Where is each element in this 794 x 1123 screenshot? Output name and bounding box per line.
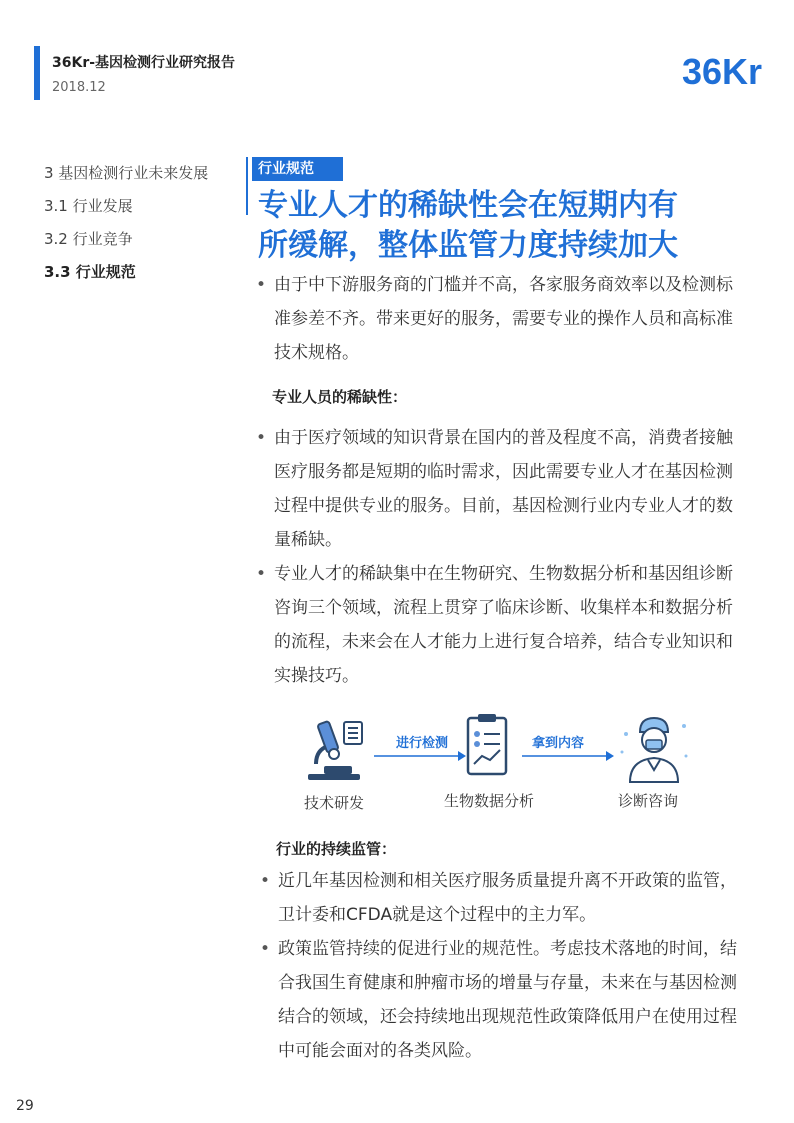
doctor-icon: [616, 712, 692, 784]
subhead-talent: [272, 386, 752, 408]
report-chart-icon: [464, 714, 510, 778]
arrow-right-icon: [374, 750, 466, 762]
microscope-icon: [302, 714, 366, 782]
brand-logo: [680, 40, 770, 96]
toc-item-3[interactable]: 3 基因检测行业未来发展: [44, 164, 209, 182]
logo-text: 36Kr: [682, 51, 763, 92]
subhead-regulation: [276, 838, 756, 860]
regulation-bullets: [258, 864, 738, 1068]
step-label-data-analysis: 生物数据分析: [444, 792, 535, 810]
talent-bullet-2: • 专业人才的稀缺集中在生物研究、生物数据分析和基因组诊断咨询三个领域，流程上贯穿了临床诊断、收集样本和数据分析的流程，未来会在人才能力上进行复合培养，结合专业知识和实操技巧。: [254, 557, 734, 693]
headline-line-2: 所缓解，整体监管力度持续加大: [258, 228, 678, 263]
page-number: 29: [16, 1098, 34, 1114]
report-date: 2018.12: [52, 80, 106, 95]
subhead-regulation-text: 行业的持续监管：: [276, 840, 397, 858]
talent-bullet-1: • 由于医疗领域的知识背景在国内的普及程度不高，消费者接触医疗服务都是短期的临时需求，因此需要专业人才在基因检测过程中提供专业的服务。目前，基因检测行业内专业人才的数量稀缺。: [254, 421, 734, 557]
subhead-talent-text: 专业人员的稀缺性：: [272, 388, 408, 406]
regulation-bullet-1: • 近几年基因检测和相关医疗服务质量提升离不开政策的监管，卫计委和CFDA就是这个过程中的主力军。: [258, 864, 738, 932]
report-title: 36Kr-基因检测行业研究报告: [52, 55, 236, 71]
headline-line-1: 专业人才的稀缺性会在短期内有: [258, 188, 678, 223]
arrow-right-icon: [522, 750, 614, 762]
header-accent-bar: [34, 46, 40, 100]
section-accent-line: [246, 157, 248, 215]
intro-block: [254, 268, 734, 370]
arrow-label-content: 拿到内容: [532, 736, 585, 751]
section-tag: 行业规范: [252, 157, 343, 181]
process-flow-diagram: [296, 712, 716, 822]
arrow-label-test: 进行检测: [396, 736, 449, 751]
step-label-consultation: 诊断咨询: [618, 792, 679, 810]
regulation-bullet-2: • 政策监管持续的促进行业的规范性。考虑技术落地的时间，结合我国生育健康和肿瘤市场的增量与存量，未来在与基因检测结合的领域，还会持续地出现规范性政策降低用户在使用过程中可能会面对的各类风险。: [258, 932, 738, 1068]
toc-item-3-1[interactable]: 3.1 行业发展: [44, 197, 133, 215]
toc-item-3-3[interactable]: 3.3 行业规范: [44, 263, 136, 281]
step-label-research: 技术研发: [304, 794, 365, 812]
toc-item-3-2[interactable]: 3.2 行业竞争: [44, 230, 133, 248]
table-of-contents: [44, 162, 208, 294]
page-headline: [258, 186, 738, 266]
talent-bullets: [254, 421, 734, 693]
intro-bullet: • 由于中下游服务商的门槛并不高，各家服务商效率以及检测标准参差不齐。带来更好的服务，需要专业的操作人员和高标准技术规格。: [254, 268, 734, 370]
